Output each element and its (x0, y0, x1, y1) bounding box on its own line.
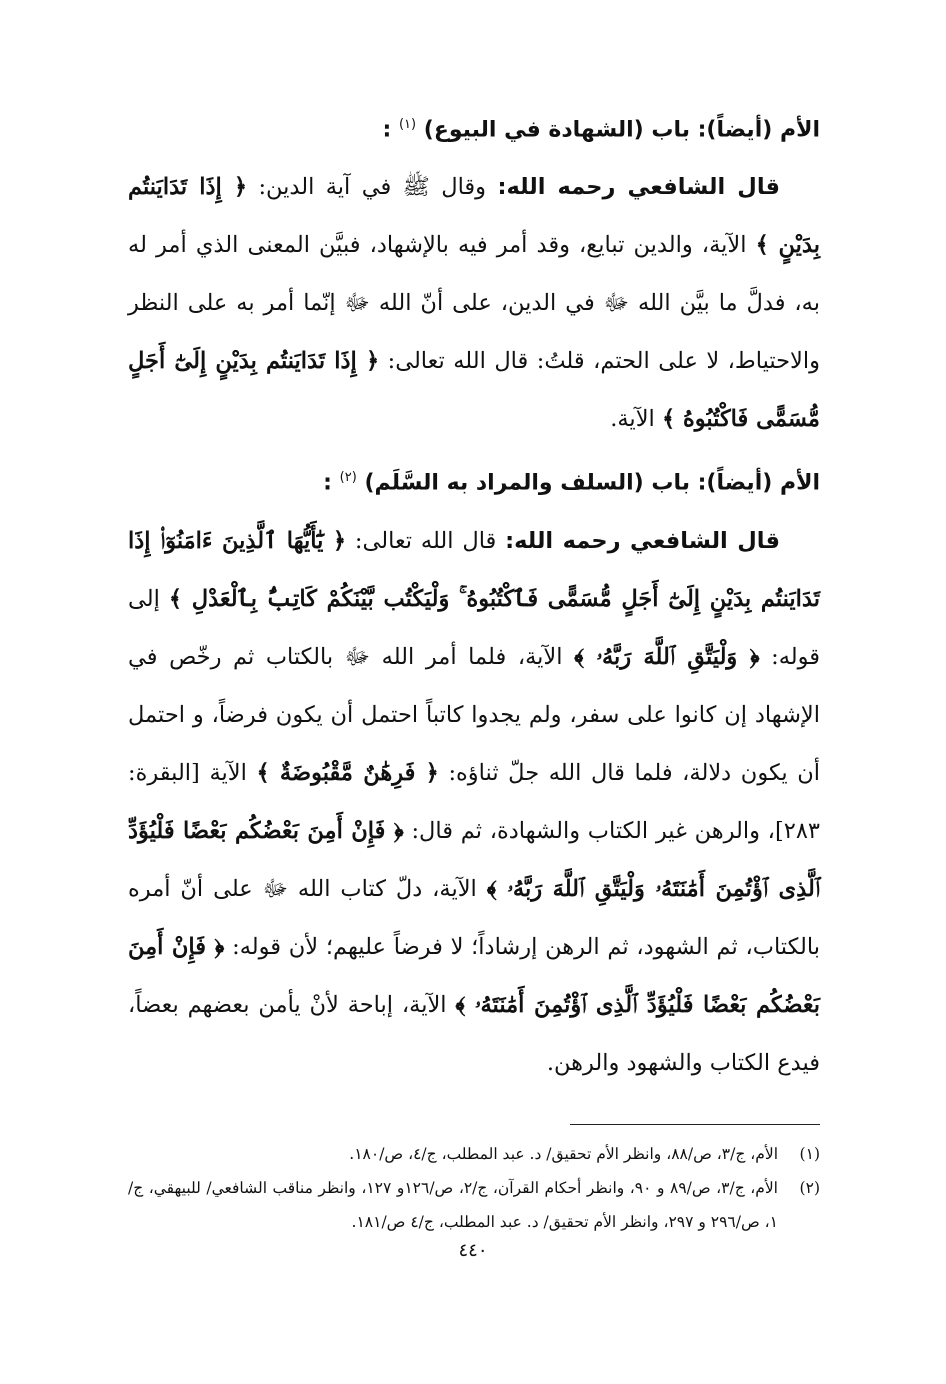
section-heading-1 (128, 103, 820, 152)
section-heading-2 (128, 456, 820, 505)
footnote-ref-1: (١) (398, 117, 417, 132)
footnote-number: (٢) (799, 1178, 820, 1197)
footnote-text: الأم، ج/٣، ص/٨٨، وانظر الأم تحقيق/ د. عبد المطلب، ج/٤، ص/١٨٠. (349, 1144, 778, 1163)
section-heading-1-colon: : (382, 117, 392, 143)
paragraph-text: إلى قوله: (128, 585, 821, 670)
speaker-label: قال الشافعي رحمه الله: (497, 174, 781, 201)
footnote-2 (128, 1171, 820, 1239)
quran-verse: ﴿ فَإِنْ أَمِنَ بَعْضُكُم بَعْضًا فَلْيُؤَدِّ ٱلَّذِى ٱؤْتُمِنَ أَمَٰنَتَهُۥ وَلْيَتَّقِ ٱللَّهَ رَبَّهُۥ ﴾ (128, 817, 820, 902)
paragraph-text: الآية. (610, 406, 662, 433)
section-heading-1-text: الأم (أيضاً): باب (الشهادة في البيوع) (423, 117, 820, 143)
paragraph-text: الآية، فلما أمر الله ﷻ بالكتاب ثم رخّص في الإشهاد إن كانوا على سفر، ولم يجدوا كاتباً احتمل أن يكون فرضاً، و احتمل أن يكون دلالة، فلما قال الله جلّ ثناؤه: (128, 643, 821, 786)
section-heading-2-text: الأم (أيضاً): باب (السلف والمراد به السَّلَم) (364, 470, 820, 496)
quran-verse: ﴿ إِذَا تَدَايَنتُم بِدَيْنٍ ﴾ (128, 174, 820, 259)
footnote-text: الأم، ج/٣، ص/٨٩ و ٩٠، وانظر أحكام القرآن، ج/٢، ص/١٢٦و ١٢٧، وانظر مناقب الشافعي/ للبيهقي، ج/١، ص/٢٩٦ و ٢٩٧، وانظر الأم تحقيق/ د. عبد المطلب، ج/٤ ص/١٨١. (128, 1178, 778, 1231)
paragraph-text: الآية، دلّ كتاب الله ﷻ على أنّ أمره بالكتاب، ثم الشهود، ثم الرهن إرشاداً؛ لا فرضاً عليهم؛ لأن قوله: (128, 875, 820, 960)
book-page (128, 95, 820, 1239)
paragraph-1 (128, 158, 820, 448)
quran-verse: ﴿ إِذَا تَدَايَنتُم بِدَيْنٍ إِلَىٰٓ أَجَلٍ مُّسَمًّى فَاكْتُبُوهُ ﴾ (128, 348, 820, 433)
paragraph-text: قال الله تعالى: (346, 527, 506, 554)
footnote-divider (570, 1124, 820, 1125)
footnote-number: (١) (799, 1144, 820, 1163)
paragraph-2 (128, 512, 820, 1092)
footnote-1 (128, 1137, 820, 1171)
paragraph-text: الآية، والدين تبايع، وقد أمر فيه بالإشهاد، فبيَّن المعنى الذي أمر له به، فدلَّ ما بيَّن الله ﷻ في الدين، على أنّ الله ﷻ إنّما أمر به على النظر والاحتياط، لا على الحتم، قلتُ: قال الله تعالى: (128, 232, 821, 375)
speaker-label: قال الشافعي رحمه الله: (505, 527, 780, 554)
page-number: ٤٤٠ (458, 1240, 488, 1261)
quran-verse: ﴿ فَرِهَٰنٌ مَّقْبُوضَةٌ ﴾ (256, 759, 439, 786)
quran-verse: ﴿ فَإِنْ أَمِنَ بَعْضُكُم بَعْضًا فَلْيُؤَدِّ ٱلَّذِى ٱؤْتُمِنَ أَمَٰنَتَهُۥ ﴾ (128, 933, 820, 1018)
footnote-ref-2: (٢) (339, 470, 357, 486)
section-heading-2-colon: : (323, 470, 332, 496)
paragraph-text: الآية، إباحة لأنْ يأمن بعضهم بعضاً، فيدع الكتاب والشهود والرهن. (128, 991, 820, 1076)
paragraph-text: الآية [البقرة: ٢٨٣]، والرهن غير الكتاب والشهادة، ثم قال: (128, 759, 820, 844)
paragraph-text: وقال ﷺ في آية الدين: (247, 174, 498, 201)
quran-verse: ﴿ وَلْيَتَّقِ ٱللَّهَ رَبَّهُۥ ﴾ (574, 643, 760, 670)
quran-verse: ﴿ يَٰٓأَيُّهَا ٱلَّذِينَ ءَامَنُوٓا۟ إِذَا تَدَايَنتُم بِدَيْنٍ إِلَىٰٓ أَجَلٍ مُّسَمًّى فَٱكْتُبُوهُ ۚ وَلْيَكْتُب بَّيْنَكُمْ كَاتِبٌۢ بِٱلْعَدْلِ ﴾ (128, 527, 820, 612)
footnotes (128, 1137, 820, 1239)
